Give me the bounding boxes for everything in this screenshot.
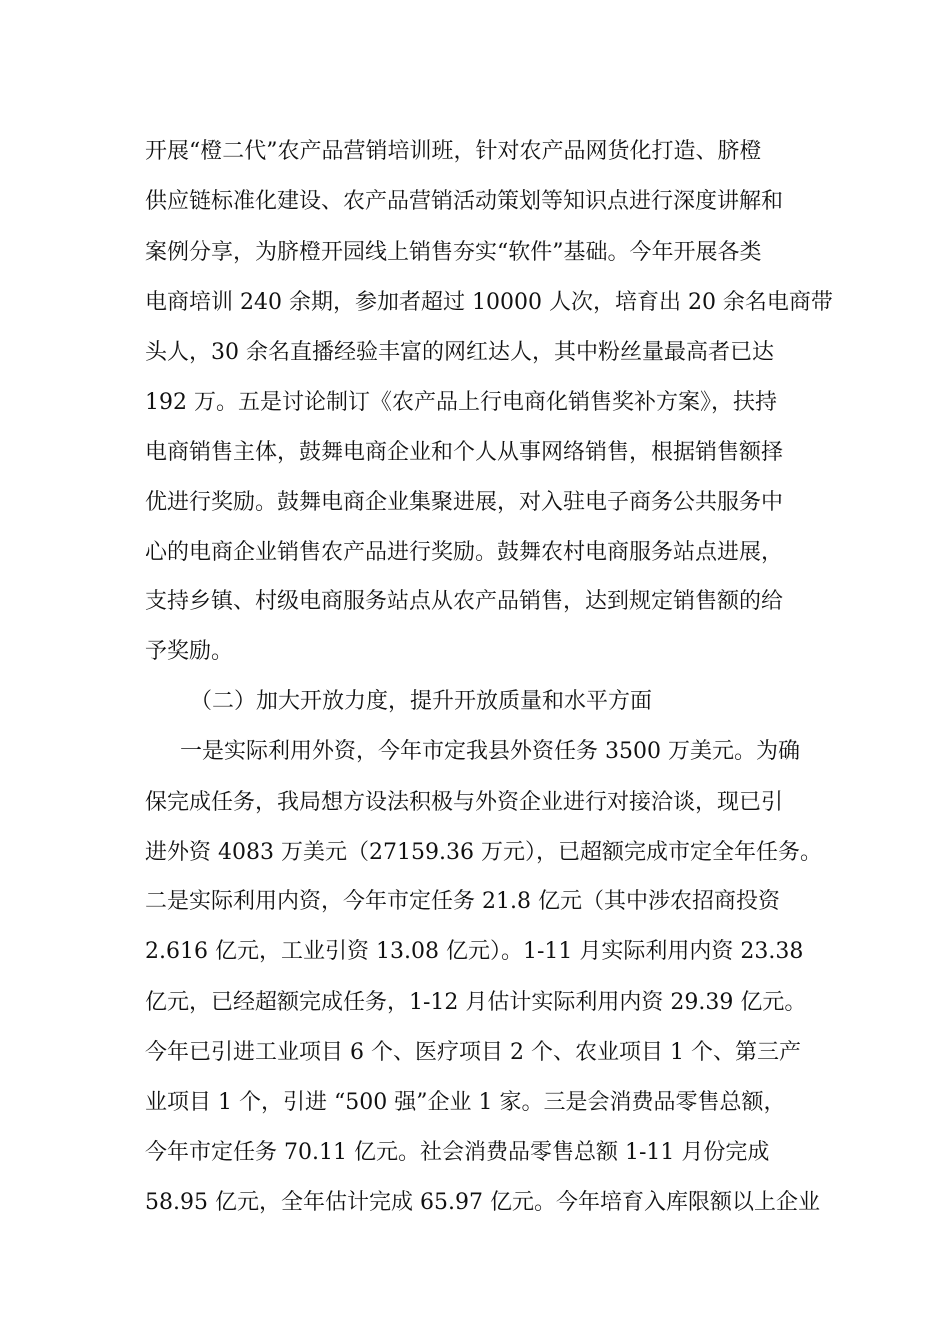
paragraph-line: 一是实际利用外资，今年市定我县外资任务 3500 万美元。为确: [180, 739, 800, 764]
paragraph-line: 亿元，已经超额完成任务，1-12 月估计实际利用内资 29.39 亿元。: [145, 990, 807, 1015]
paragraph-line: 开展“橙二代”农产品营销培训班，针对农产品网货化打造、脐橙: [145, 139, 762, 164]
paragraph-line: 案例分享，为脐橙开园线上销售夯实“软件”基础。今年开展各类: [145, 240, 762, 265]
paragraph-line: 供应链标准化建设、农产品营销活动策划等知识点进行深度讲解和: [145, 189, 784, 214]
paragraph-line: 业项目 1 个，引进 “500 强”企业 1 家。三是会消费品零售总额，: [145, 1090, 786, 1115]
paragraph-line: 予奖励。: [145, 639, 234, 664]
paragraph-line: 优进行奖励。鼓舞电商企业集聚进展，对入驻电子商务公共服务中: [145, 490, 784, 515]
paragraph-line: 2.616 亿元，工业引资 13.08 亿元）。1-11 月实际利用内资 23.38: [145, 939, 804, 964]
paragraph-line: 二是实际利用内资，今年市定任务 21.8 亿元（其中涉农招商投资: [145, 889, 780, 914]
paragraph-line: 支持乡镇、村级电商服务站点从农产品销售，达到规定销售额的给: [145, 589, 784, 614]
paragraph-line: 头人，30 余名直播经验丰富的网红达人，其中粉丝量最高者已达: [145, 340, 774, 365]
paragraph-line: 电商培训 240 余期，参加者超过 10000 人次，培育出 20 余名电商带: [145, 290, 833, 315]
paragraph-line: 192 万。五是讨论制订《农产品上行电商化销售奖补方案》，扶持: [145, 390, 777, 415]
section-heading: （二）加大开放力度，提升开放质量和水平方面: [190, 689, 653, 714]
paragraph-line: 电商销售主体，鼓舞电商企业和个人从事网络销售，根据销售额择: [145, 440, 784, 465]
paragraph-line: 今年已引进工业项目 6 个、医疗项目 2 个、农业项目 1 个、第三产: [145, 1040, 801, 1065]
paragraph-line: 58.95 亿元，全年估计完成 65.97 亿元。今年培育入库限额以上企业: [145, 1190, 820, 1215]
paragraph-line: 进外资 4083 万美元（27159.36 万元），已超额完成市定全年任务。: [145, 840, 822, 865]
paragraph-line: 今年市定任务 70.11 亿元。社会消费品零售总额 1-11 月份完成: [145, 1140, 770, 1165]
paragraph-line: 心的电商企业销售农产品进行奖励。鼓舞农村电商服务站点进展，: [145, 540, 784, 565]
paragraph-line: 保完成任务，我局想方设法积极与外资企业进行对接洽谈，现已引: [145, 790, 784, 815]
